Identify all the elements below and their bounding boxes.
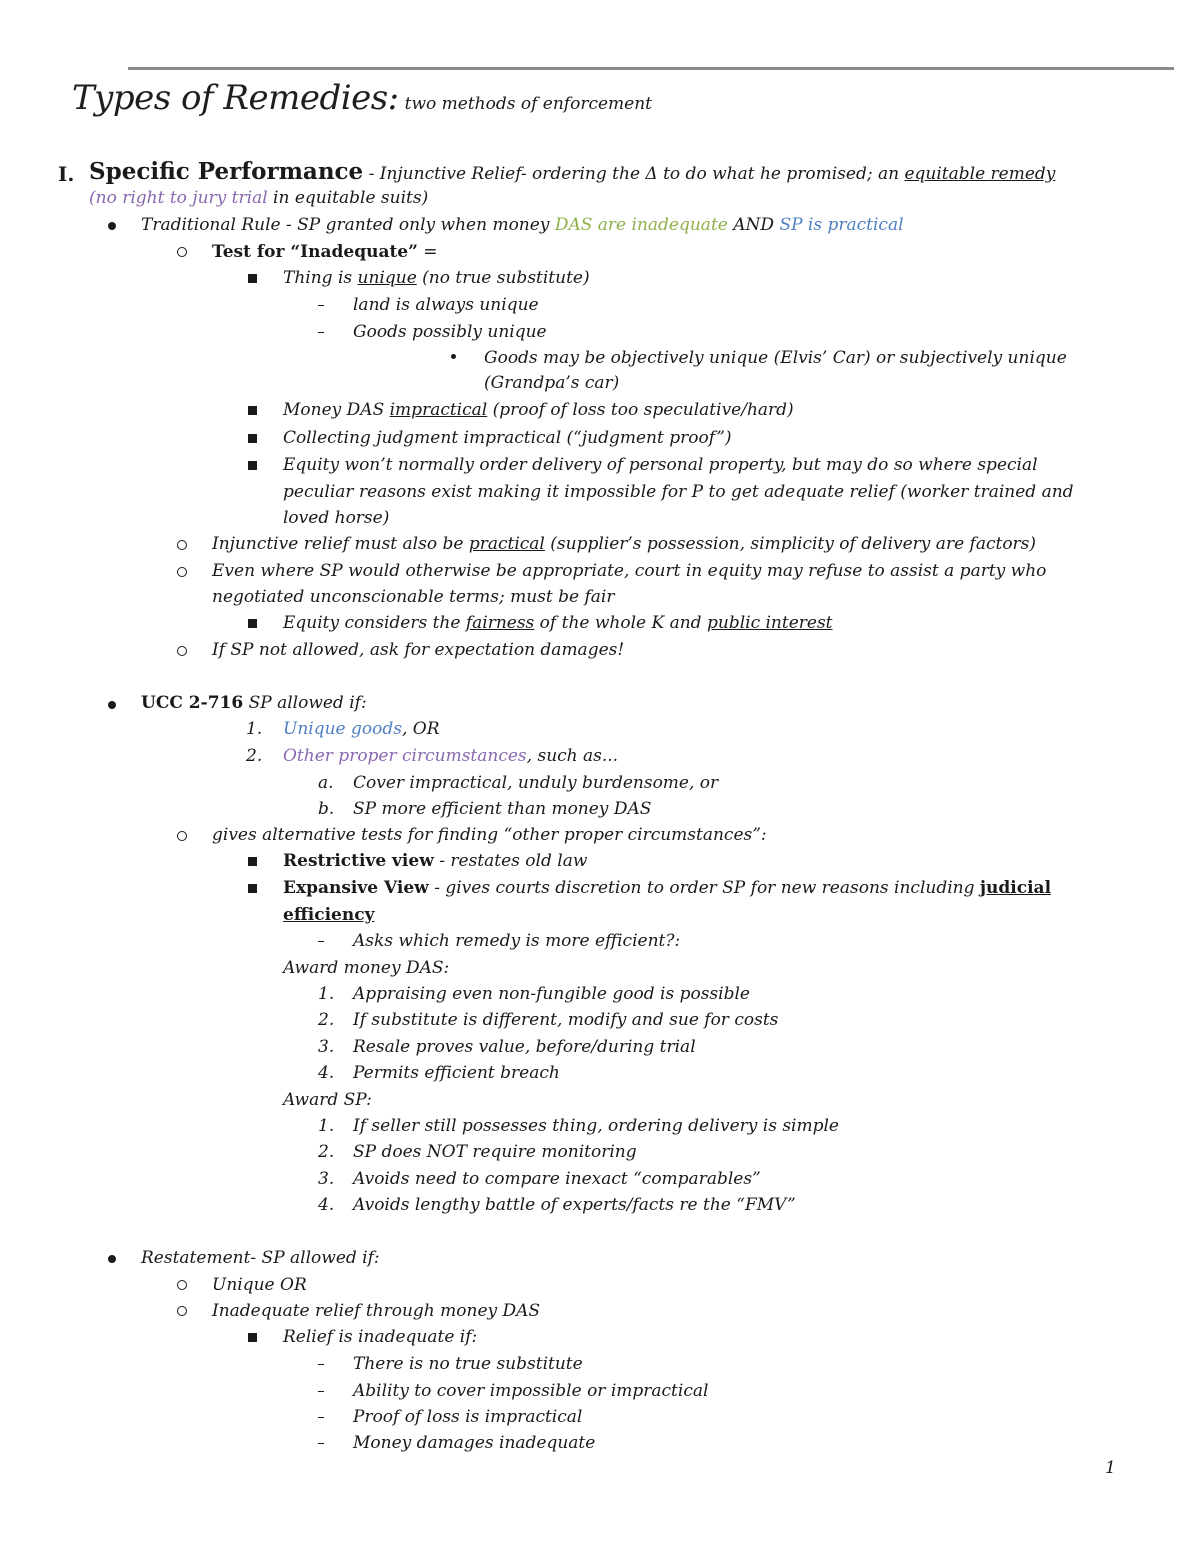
fairness-line	[283, 612, 833, 634]
test-line	[212, 241, 438, 263]
square-marker	[248, 461, 257, 470]
ucc-item-2-rest: , such as...	[526, 746, 619, 766]
square-marker	[248, 274, 257, 283]
section-intro-underlined: equitable remedy	[904, 164, 1056, 184]
collect-line: Collecting judgment impractical (“judgment proof”)	[283, 428, 732, 448]
section-heading-line	[89, 157, 1055, 189]
jury-trial-note: (no right to jury trial	[89, 188, 268, 208]
traditional-lead: Traditional Rule - SP granted only when money	[141, 215, 555, 235]
sp-practical: SP is practical	[779, 215, 904, 235]
equity-line-3: loved horse)	[283, 508, 390, 528]
ucc-item-1	[283, 718, 440, 740]
restrictive-view: Restrictive view	[283, 851, 434, 871]
list-number: 4.	[318, 1195, 335, 1215]
fairness-b: fairness	[465, 613, 535, 633]
relief-item: Proof of loss is impractical	[353, 1407, 583, 1427]
money-c: (proof of loss too speculative/hard)	[487, 400, 794, 420]
relief-inadequate: Relief is inadequate if:	[283, 1327, 478, 1347]
restatement-inadequate: Inadequate relief through money DAS	[212, 1301, 541, 1321]
and-text: AND	[727, 215, 780, 235]
dash-marker	[318, 1417, 324, 1418]
restatement-unique: Unique OR	[212, 1275, 307, 1295]
unique-goods: Unique goods	[283, 719, 402, 739]
das-inadequate: DAS are inadequate	[554, 215, 728, 235]
fair-line-2: negotiated unconscionable terms; must be fair	[212, 587, 615, 607]
list-number: 3.	[318, 1169, 335, 1189]
dash-marker	[318, 305, 324, 306]
square-marker	[248, 857, 257, 866]
restatement-line: Restatement- SP allowed if:	[141, 1248, 380, 1268]
traditional-rule-line	[141, 214, 904, 236]
practical-line	[212, 533, 1036, 555]
goods-detail-2: (Grandpa’s car)	[484, 373, 620, 393]
money-item: Resale proves value, before/during trial	[353, 1037, 696, 1057]
title-row	[72, 78, 652, 118]
sp-item: Avoids need to compare inexact “comparables”	[353, 1169, 761, 1189]
ucc-lead-rest: SP allowed if:	[243, 693, 367, 713]
list-number: 2.	[246, 746, 263, 766]
list-letter: b.	[318, 799, 335, 819]
judicial-word: judicial	[979, 878, 1052, 898]
list-number: 2.	[318, 1142, 335, 1162]
alt-tests-line: gives alternative tests for finding “other proper circumstances”:	[212, 825, 767, 845]
jury-trial-rest: in equitable suits)	[267, 188, 429, 208]
efficiency-word: efficiency	[283, 905, 375, 925]
circle-marker	[177, 540, 187, 550]
section-numeral: I.	[58, 162, 75, 186]
fairness-d: public interest	[706, 613, 833, 633]
relief-item: Ability to cover impossible or impractical	[353, 1381, 709, 1401]
dash-marker	[318, 1443, 324, 1444]
section-heading: Specific Performance	[89, 158, 364, 185]
land-line: land is always unique	[353, 295, 539, 315]
money-item: If substitute is different, modify and sue for costs	[353, 1010, 779, 1030]
bullet-marker	[108, 1255, 116, 1263]
bullet-marker	[108, 701, 116, 709]
bullet-marker	[108, 222, 116, 230]
expansive-line	[283, 877, 1051, 899]
page-subtitle: two methods of enforcement	[404, 94, 653, 114]
expectation-line: If SP not allowed, ask for expectation damages!	[212, 640, 625, 660]
money-item: Permits efficient breach	[353, 1063, 560, 1083]
page-title: Types of Remedies:	[72, 78, 399, 118]
relief-item: There is no true substitute	[353, 1354, 583, 1374]
money-item: Appraising even non-fungible good is possible	[353, 984, 750, 1004]
square-marker	[248, 884, 257, 893]
ucc-line	[141, 692, 367, 714]
unique-c: (no true substitute)	[416, 268, 590, 288]
circle-marker	[177, 831, 187, 841]
test-eq: =	[417, 242, 438, 262]
test-heading: Test for “Inadequate”	[212, 242, 418, 262]
restrictive-line	[283, 850, 587, 872]
header-rule	[128, 67, 1174, 70]
list-letter: a.	[318, 773, 334, 793]
section-intro-line2	[89, 187, 428, 209]
sp-item: SP does NOT require monitoring	[353, 1142, 637, 1162]
section-intro-a: - Injunctive Relief- ordering the Δ to do what he promised; an	[363, 164, 905, 184]
ucc-sub-b: SP more efficient than money DAS	[353, 799, 652, 819]
restrictive-rest: - restates old law	[433, 851, 588, 871]
sp-item: Avoids lengthy battle of experts/facts re the “FMV”	[353, 1195, 796, 1215]
award-sp-heading: Award SP:	[283, 1090, 372, 1110]
list-number: 3.	[318, 1037, 335, 1057]
asks-line: Asks which remedy is more efficient?:	[353, 931, 681, 951]
ucc-item-1-rest: , OR	[401, 719, 440, 739]
sp-item: If seller still possesses thing, ordering delivery is simple	[353, 1116, 839, 1136]
unique-line	[283, 267, 590, 289]
dash-marker	[318, 1364, 324, 1365]
money-b: impractical	[389, 400, 488, 420]
page-number: 1	[1105, 1458, 1116, 1478]
goods-line: Goods possibly unique	[353, 322, 547, 342]
expansive-rest: - gives courts discretion to order SP for new reasons including	[428, 878, 980, 898]
dash-marker	[318, 1391, 324, 1392]
goods-detail-1: Goods may be objectively unique (Elvis’ Car) or subjectively unique	[484, 348, 1067, 368]
circle-marker	[177, 247, 187, 257]
fairness-a: Equity considers the	[283, 613, 466, 633]
list-number: 1.	[318, 984, 335, 1004]
money-line	[283, 399, 794, 421]
practical-b: practical	[468, 534, 545, 554]
square-marker	[248, 1333, 257, 1342]
square-marker	[248, 434, 257, 443]
equity-line-2: peculiar reasons exist making it impossible for P to get adequate relief (worker trained and	[283, 482, 1074, 502]
list-number: 4.	[318, 1063, 335, 1083]
money-a: Money DAS	[283, 400, 390, 420]
circle-marker	[177, 646, 187, 656]
square-marker	[248, 619, 257, 628]
dash-marker	[318, 941, 324, 942]
fairness-c: of the whole K and	[534, 613, 707, 633]
fair-line-1: Even where SP would otherwise be appropriate, court in equity may refuse to assist a party who	[212, 561, 1047, 581]
other-circumstances: Other proper circumstances	[283, 746, 527, 766]
efficiency-line	[283, 904, 374, 926]
ucc-lead: UCC 2-716	[141, 693, 244, 713]
ucc-item-2	[283, 745, 618, 767]
award-money-heading: Award money DAS:	[283, 958, 450, 978]
relief-item: Money damages inadequate	[353, 1433, 596, 1453]
dash-marker	[318, 332, 324, 333]
circle-marker	[177, 1280, 187, 1290]
dot-marker	[451, 354, 456, 359]
unique-b: unique	[357, 268, 417, 288]
list-number: 1.	[318, 1116, 335, 1136]
equity-line-1: Equity won’t normally order delivery of personal property, but may do so where special	[283, 455, 1038, 475]
list-number: 2.	[318, 1010, 335, 1030]
practical-a: Injunctive relief must also be	[212, 534, 469, 554]
circle-marker	[177, 567, 187, 577]
practical-c: (supplier’s possession, simplicity of delivery are factors)	[544, 534, 1037, 554]
ucc-sub-a: Cover impractical, unduly burdensome, or	[353, 773, 719, 793]
unique-a: Thing is	[283, 268, 358, 288]
circle-marker	[177, 1306, 187, 1316]
expansive-view: Expansive View	[283, 878, 429, 898]
square-marker	[248, 406, 257, 415]
list-number: 1.	[246, 719, 263, 739]
